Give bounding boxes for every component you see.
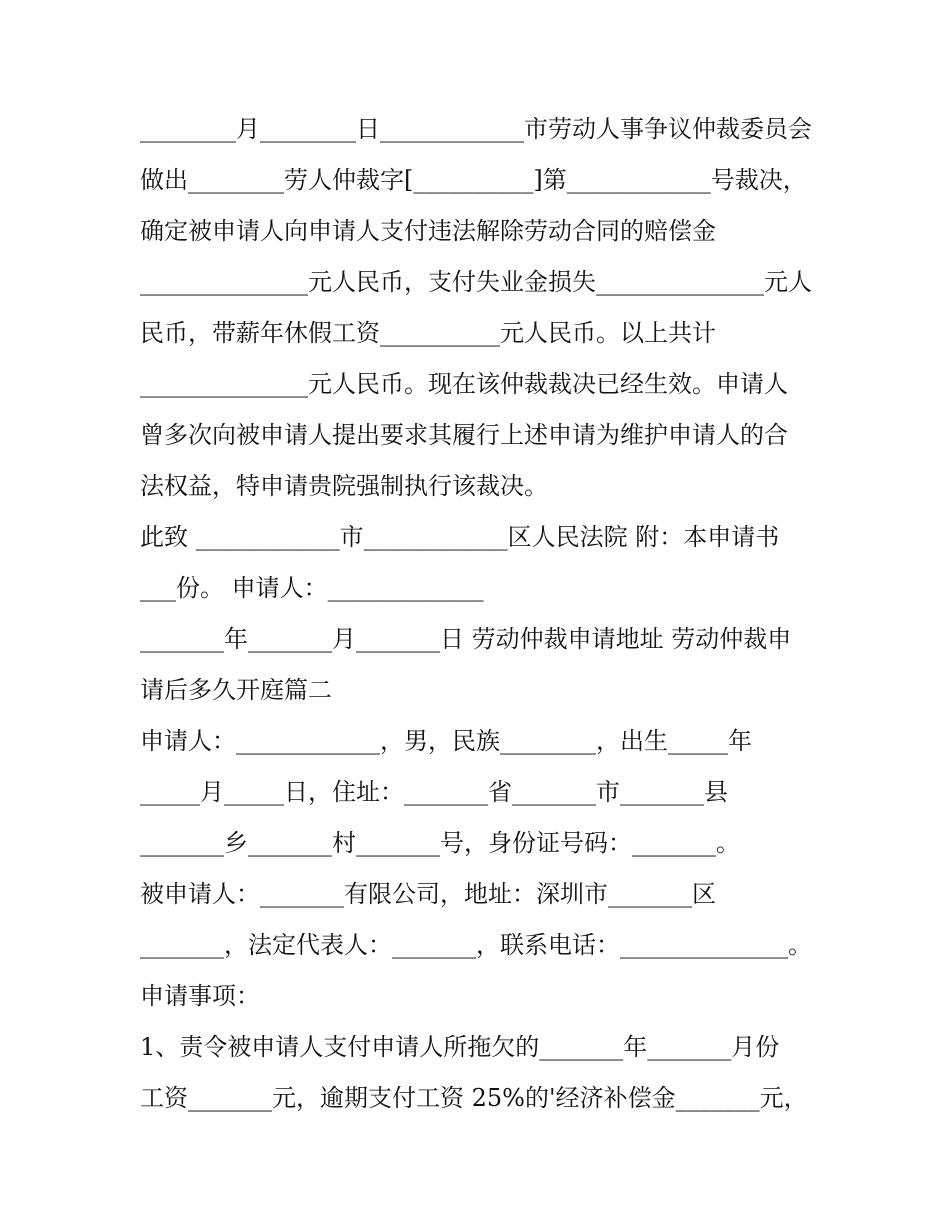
text-line-13: 申请人：____________，男，民族________，出生_____年 — [140, 727, 752, 755]
text-line-7: 曾多次向被申请人提出要求其履行上述申请为维护申请人的合 — [140, 421, 788, 449]
text-line-20: 工资_______元，逾期支付工资 25%的'经济补偿金_______元， — [140, 1084, 808, 1112]
text-line-11: _______年_______月_______日 劳动仲裁申请地址 劳动仲裁申 — [140, 625, 792, 653]
text-line-19: 1、责令被申请人支付申请人所拖欠的_______年_______月份 — [140, 1033, 780, 1061]
text-line-12: 请后多久开庭篇二 — [140, 676, 332, 704]
text-line-4: ______________元人民币，支付失业金损失______________元人 — [140, 268, 812, 296]
text-line-5: 民币，带薪年休假工资__________元人民币。以上共计 — [140, 319, 716, 347]
text-line-16: 被申请人：_______有限公司，地址：深圳市_______区 — [140, 880, 716, 908]
text-line-10: ___份。 申请人：_____________ — [140, 574, 484, 602]
text-line-14: _____月_____日，住址：_______省_______市_______县 — [140, 778, 728, 806]
text-line-3: 确定被申请人向申请人支付违法解除劳动合同的赔偿金 — [140, 217, 716, 245]
text-line-17: _______，法定代表人：_______，联系电话：______________。 — [140, 931, 812, 959]
text-line-8: 法权益，特申请贵院强制执行该裁决。 — [140, 472, 548, 500]
document-body — [140, 104, 820, 1124]
text-line-1: ________月________日____________市劳动人事争议仲裁委员会 — [140, 115, 812, 143]
text-line-6: ______________元人民币。现在该仲裁裁决已经生效。申请人 — [140, 370, 788, 398]
text-line-15: _______乡_______村_______号，身份证号码：_______。 — [140, 829, 740, 857]
text-line-9: 此致 ____________市____________区人民法院 附：本申请书 — [140, 523, 780, 551]
text-line-2: 做出________劳人仲裁字[__________]第____________号裁决， — [140, 166, 807, 194]
text-line-18: 申请事项： — [140, 982, 260, 1010]
